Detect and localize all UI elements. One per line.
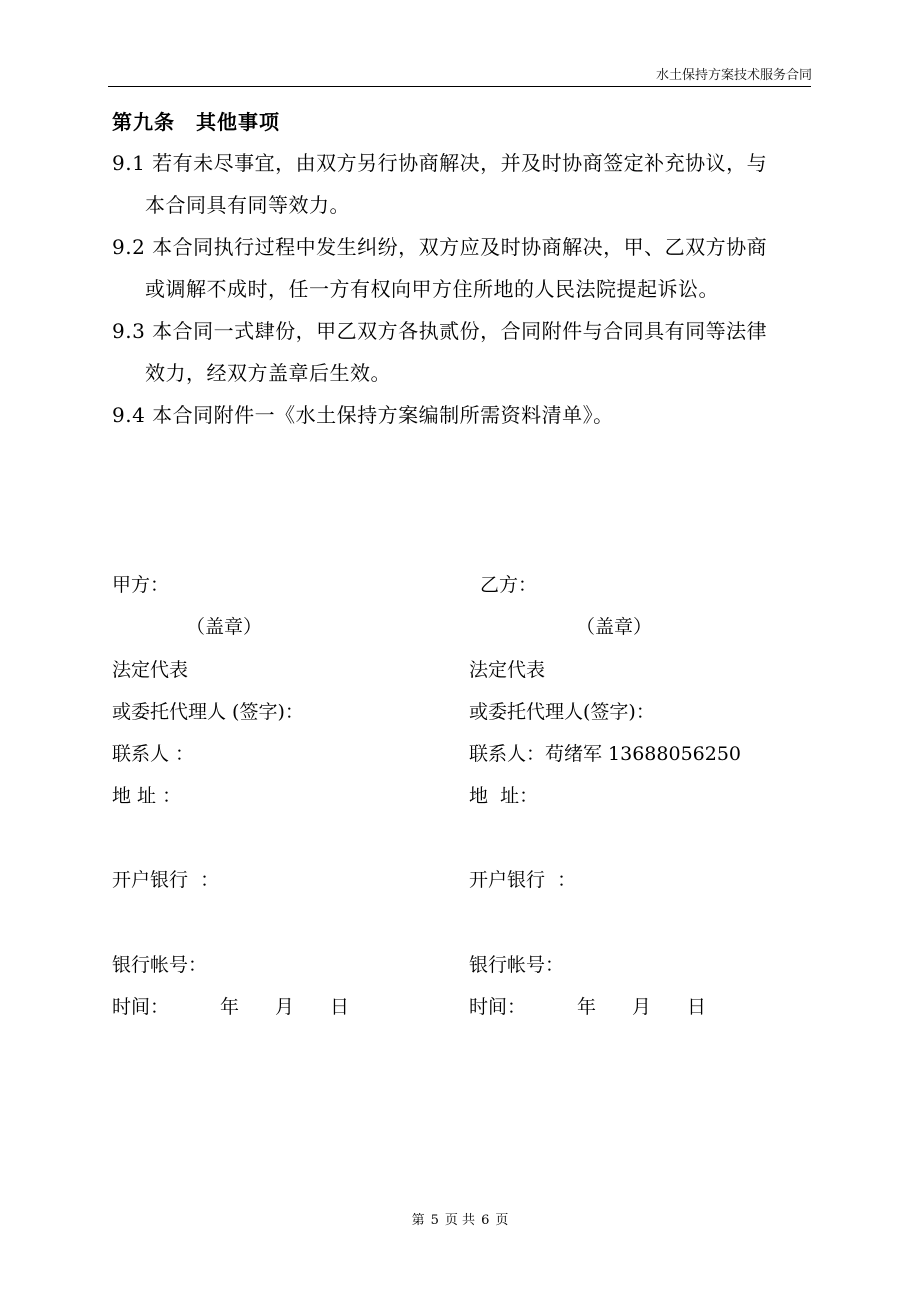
clause-9-4-line1: 9.4 本合同附件一《水土保持方案编制所需资料清单》。 — [112, 403, 614, 427]
party-b-representative: 法定代表 — [469, 659, 546, 681]
clause-9-1-line1: 9.1 若有未尽事宜，由双方另行协商解决，并及时协商签定补充协议，与 — [112, 151, 768, 175]
party-b-time: 时间： — [469, 996, 527, 1018]
party-a-time: 时间： — [112, 996, 170, 1018]
article-title: 第九条 其他事项 — [112, 110, 280, 134]
clause-9-2-line1: 9.2 本合同执行过程中发生纠纷，双方应及时协商解决，甲、乙双方协商 — [112, 235, 768, 259]
footer-prefix: 第 — [411, 1213, 425, 1228]
party-b-bank: 开户银行 ： — [469, 869, 577, 891]
party-b-day: 日 — [687, 996, 707, 1018]
party-b-address: 地 址： — [469, 785, 539, 807]
footer-total-pages: 6 — [481, 1213, 490, 1228]
header-title: 水土保持方案技术服务合同 — [655, 68, 812, 83]
page-footer — [0, 1209, 920, 1228]
party-b-month: 月 — [632, 996, 652, 1018]
party-a-day: 日 — [330, 996, 350, 1018]
party-a-agent-signature: 或委托代理人 (签字)： — [112, 701, 304, 723]
party-a-seal: （盖章） — [186, 616, 263, 638]
party-b-year: 年 — [577, 996, 597, 1018]
footer-current-page: 5 — [430, 1213, 439, 1228]
party-a-label: 甲方： — [112, 574, 170, 596]
party-a-bank: 开户银行 ： — [112, 869, 220, 891]
clause-9-3-line1: 9.3 本合同一式肆份，甲乙双方各执贰份，合同附件与合同具有同等法律 — [112, 319, 768, 343]
party-b-account: 银行帐号： — [469, 954, 565, 976]
header-divider — [108, 86, 811, 87]
clause-9-1-line2: 本合同具有同等效力。 — [145, 193, 350, 217]
clause-9-2-line2: 或调解不成时，任一方有权向甲方住所地的人民法院提起诉讼。 — [145, 277, 719, 301]
party-a-year: 年 — [220, 996, 240, 1018]
party-a-contact: 联系人 ： — [112, 743, 195, 765]
party-b-contact: 联系人：苟绪军 13688056250 — [469, 743, 742, 765]
party-a-month: 月 — [275, 996, 295, 1018]
clause-9-3-line2: 效力，经双方盖章后生效。 — [145, 361, 391, 385]
footer-middle: 页 共 — [444, 1213, 476, 1228]
party-b-agent-signature: 或委托代理人(签字)： — [469, 701, 655, 723]
party-a-address: 地 址 ： — [112, 785, 182, 807]
party-b-label: 乙方： — [480, 574, 538, 596]
footer-suffix: 页 — [495, 1213, 509, 1228]
party-b-seal: （盖章） — [576, 616, 653, 638]
party-a-representative: 法定代表 — [112, 659, 189, 681]
party-a-account: 银行帐号： — [112, 954, 208, 976]
